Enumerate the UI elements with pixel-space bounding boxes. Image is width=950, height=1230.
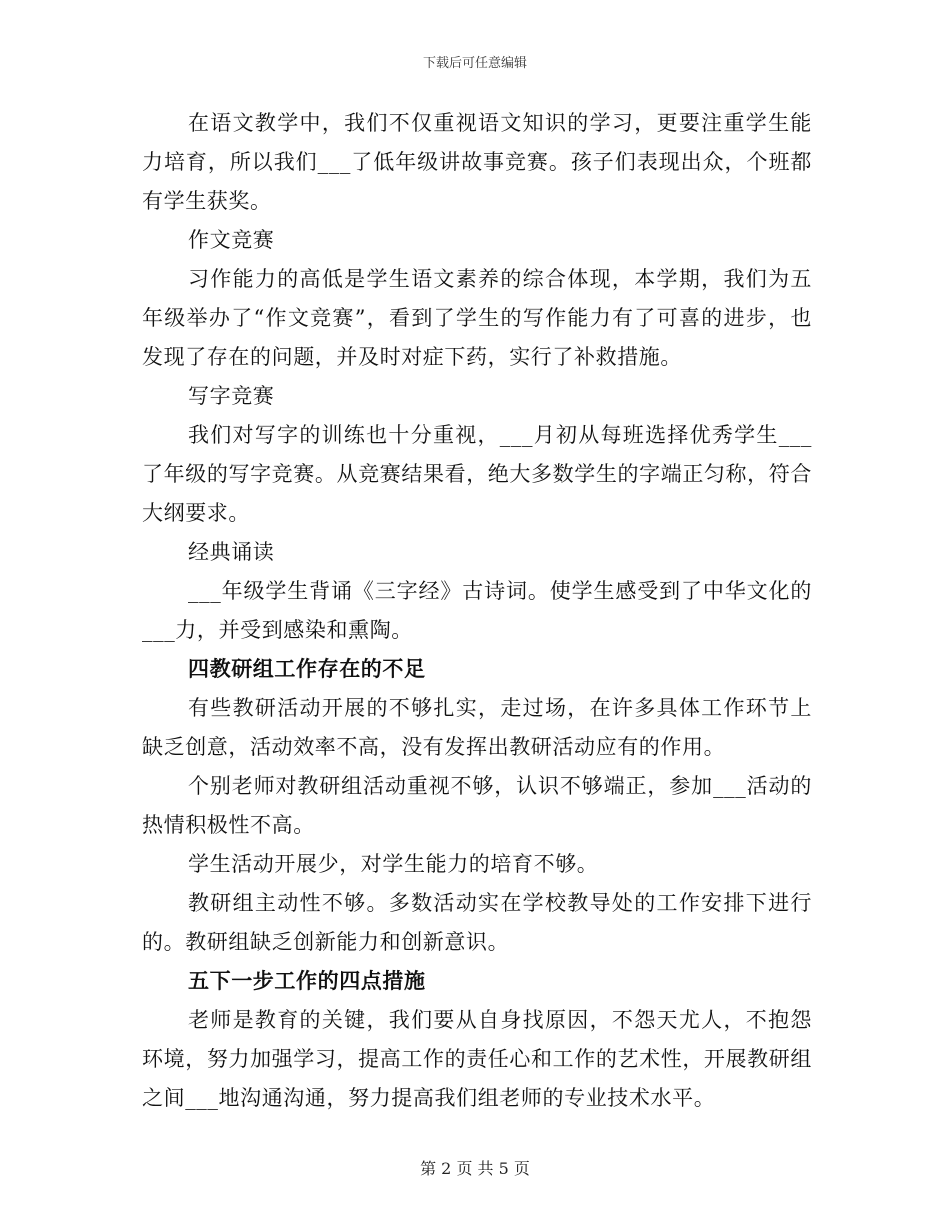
paragraph-shortcoming-2: 个别老师对教研组活动重视不够，认识不够端正，参加___活动的热情积极性不高。	[142, 774, 812, 837]
paragraph-shortcoming-1: 有些教研活动开展的不够扎实，走过场，在许多具体工作环节上缺乏创意，活动效率不高，没有发挥出教研活动应有的作用。	[142, 696, 812, 759]
paragraph-recitation: ___年级学生背诵《三字经》古诗词。使学生感受到了中华文化的___力，并受到感染和熏陶。	[142, 579, 812, 642]
paragraph-calligraphy: 我们对写字的训练也十分重视，___月初从每班选择优秀学生___了年级的写字竞赛。从竞赛结果看，绝大多数学生的字端正匀称，符合大纲要求。	[142, 423, 812, 525]
section-heading-next-steps: 五下一步工作的四点措施	[188, 969, 426, 993]
document-body	[142, 104, 812, 1118]
paragraph-composition: 习作能力的高低是学生语文素养的综合体现，本学期，我们为五年级举办了“作文竞赛”，看到了学生的写作能力有了可喜的进步，也发现了存在的问题，并及时对症下药，实行了补救措施。	[142, 267, 812, 369]
page-number-footer: 第 2 页 共 5 页	[420, 1159, 530, 1178]
subheading-calligraphy-contest: 写字竞赛	[188, 384, 275, 408]
paragraph-shortcoming-4: 教研组主动性不够。多数活动实在学校教导处的工作安排下进行的。教研组缺乏创新能力和创新意识。	[142, 891, 812, 954]
subheading-classic-recitation: 经典诵读	[188, 540, 275, 564]
section-heading-shortcomings: 四教研组工作存在的不足	[188, 657, 426, 681]
paragraph-next-step-1: 老师是教育的关键，我们要从自身找原因，不怨天尤人，不抱怨环境，努力加强学习，提高工作的责任心和工作的艺术性，开展教研组之间___地沟通沟通，努力提高我们组老师的专业技术水平。	[142, 1008, 812, 1110]
paragraph-shortcoming-3: 学生活动开展少，对学生能力的培育不够。	[188, 852, 599, 876]
paragraph-storytelling: 在语文教学中，我们不仅重视语文知识的学习，更要注重学生能力培育，所以我们___了低年级讲故事竞赛。孩子们表现出众，个班都有学生获奖。	[142, 111, 812, 213]
subheading-composition-contest: 作文竞赛	[188, 228, 275, 252]
page-header: 下载后可任意编辑	[422, 56, 527, 71]
